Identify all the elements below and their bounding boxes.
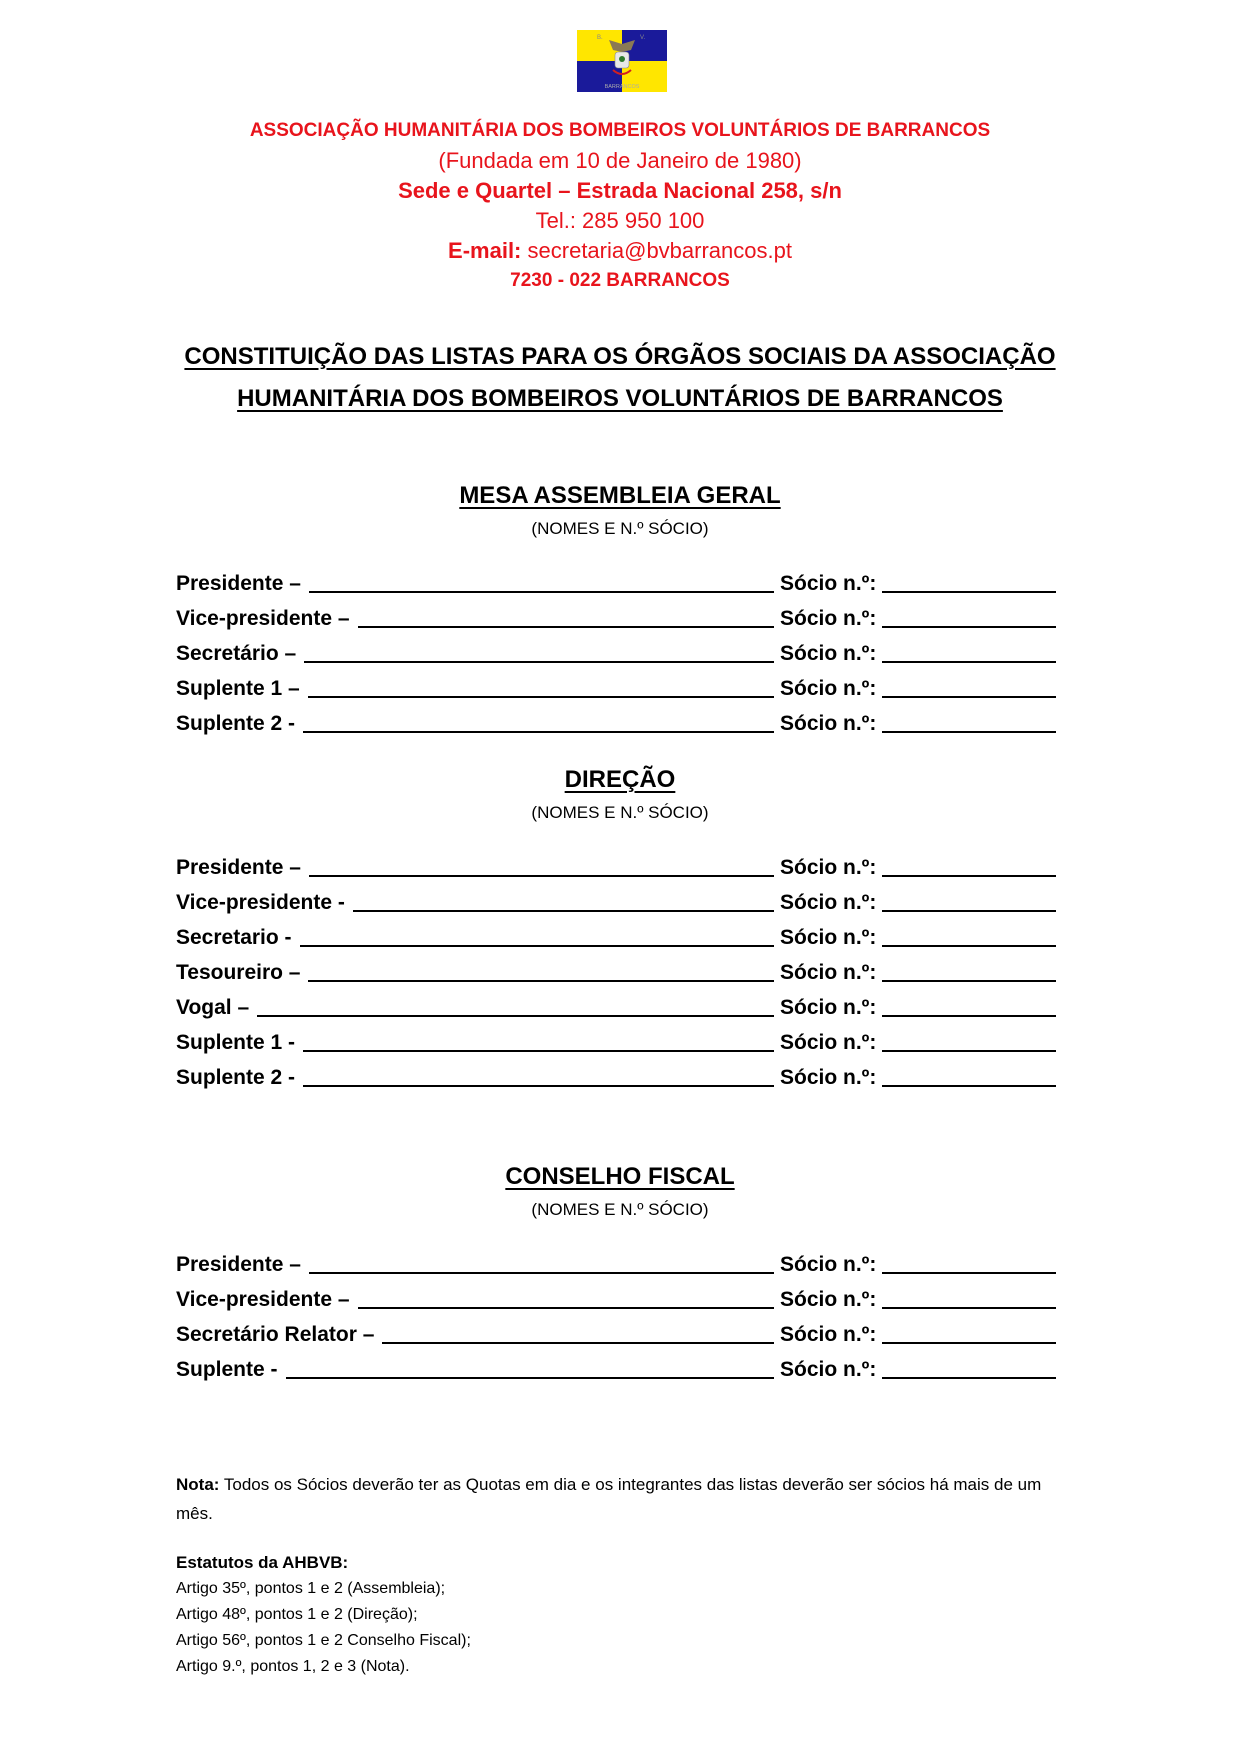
association-flag-logo — [577, 30, 667, 92]
section-title-mesa-assembleia: MESA ASSEMBLEIA GERAL — [459, 482, 781, 509]
socio-number-field[interactable] — [882, 731, 1056, 733]
socio-number-label: Sócio n.º: — [780, 642, 877, 665]
socio-number-field[interactable] — [882, 1342, 1056, 1344]
statute-item: Artigo 9.º, pontos 1, 2 e 3 (Nota). — [176, 1658, 410, 1675]
letterhead — [0, 116, 1240, 296]
name-field[interactable] — [309, 1272, 774, 1274]
member-row — [176, 1352, 1056, 1387]
socio-number-label: Sócio n.º: — [780, 572, 877, 595]
direcao-rows — [176, 850, 1056, 1095]
role-label: Vogal – — [176, 996, 250, 1019]
socio-number-field[interactable] — [882, 1015, 1056, 1017]
socio-number-label: Sócio n.º: — [780, 607, 877, 630]
section-title-conselho-fiscal: CONSELHO FISCAL — [505, 1163, 735, 1190]
role-label: Secretario - — [176, 926, 292, 949]
role-label: Suplente - — [176, 1358, 278, 1381]
flag-caption: BARRANCOS — [604, 84, 640, 90]
note — [176, 1470, 1066, 1528]
socio-number-label: Sócio n.º: — [780, 856, 877, 879]
email-label: E-mail: — [448, 238, 522, 263]
role-label: Presidente – — [176, 856, 301, 879]
name-field[interactable] — [309, 875, 774, 877]
statute-item: Artigo 35º, pontos 1 e 2 (Assembleia); — [176, 1580, 446, 1597]
role-label: Secretário Relator – — [176, 1323, 375, 1346]
conselho-fiscal-rows — [176, 1247, 1056, 1387]
role-label: Presidente – — [176, 572, 301, 595]
title-line-1: CONSTITUIÇÃO DAS LISTAS PARA OS ÓRGÃOS SOCIAIS DA ASSOCIAÇÃO — [184, 343, 1056, 370]
role-label: Suplente 2 - — [176, 1066, 296, 1089]
role-label: Suplente 1 – — [176, 677, 300, 700]
socio-number-field[interactable] — [882, 591, 1056, 593]
socio-number-label: Sócio n.º: — [780, 1323, 877, 1346]
member-row — [176, 1247, 1056, 1282]
member-row — [176, 671, 1056, 706]
member-row — [176, 885, 1056, 920]
note-text: Todos os Sócios deverão ter as Quotas em dia e os integrantes das listas deverão ser sócios há mais de um mês. — [176, 1475, 1042, 1523]
title-line-2: HUMANITÁRIA DOS BOMBEIROS VOLUNTÁRIOS DE BARRANCOS — [237, 385, 1003, 412]
socio-number-label: Sócio n.º: — [780, 926, 877, 949]
socio-number-field[interactable] — [882, 945, 1056, 947]
role-label: Vice-presidente - — [176, 891, 345, 914]
role-label: Secretário – — [176, 642, 297, 665]
name-field[interactable] — [286, 1377, 774, 1379]
member-row — [176, 920, 1056, 955]
socio-number-label: Sócio n.º: — [780, 1288, 877, 1311]
role-label: Vice-presidente – — [176, 1288, 350, 1311]
socio-number-field[interactable] — [882, 1050, 1056, 1052]
name-field[interactable] — [353, 910, 774, 912]
email-link[interactable]: secretaria@bvbarrancos.pt — [527, 238, 792, 263]
member-row — [176, 1282, 1056, 1317]
socio-number-field[interactable] — [882, 875, 1056, 877]
socio-number-label: Sócio n.º: — [780, 961, 877, 984]
member-row — [176, 955, 1056, 990]
socio-number-field[interactable] — [882, 661, 1056, 663]
socio-number-label: Sócio n.º: — [780, 1031, 877, 1054]
statute-item: Artigo 56º, pontos 1 e 2 Conselho Fiscal); — [176, 1632, 471, 1649]
note-label: Nota: — [176, 1475, 220, 1494]
founded-date: (Fundada em 10 de Janeiro de 1980) — [438, 148, 802, 173]
name-field[interactable] — [358, 626, 774, 628]
name-field[interactable] — [308, 980, 774, 982]
socio-number-field[interactable] — [882, 1272, 1056, 1274]
email-line — [0, 236, 1240, 266]
member-row — [176, 990, 1056, 1025]
socio-number-label: Sócio n.º: — [780, 1358, 877, 1381]
name-field[interactable] — [358, 1307, 774, 1309]
socio-number-field[interactable] — [882, 1377, 1056, 1379]
name-field[interactable] — [257, 1015, 774, 1017]
socio-number-field[interactable] — [882, 980, 1056, 982]
mesa-assembleia-rows — [176, 566, 1056, 741]
postal-code: 7230 - 022 BARRANCOS — [510, 270, 730, 291]
section-subtitle: (NOMES E N.º SÓCIO) — [531, 803, 709, 822]
name-field[interactable] — [308, 696, 774, 698]
member-row — [176, 636, 1056, 671]
role-label: Presidente – — [176, 1253, 301, 1276]
member-row — [176, 1317, 1056, 1352]
role-label: Suplente 1 - — [176, 1031, 296, 1054]
socio-number-field[interactable] — [882, 626, 1056, 628]
member-row — [176, 850, 1056, 885]
role-label: Vice-presidente – — [176, 607, 350, 630]
name-field[interactable] — [304, 661, 774, 663]
section-title-direcao: DIREÇÃO — [564, 766, 676, 793]
role-label: Suplente 2 - — [176, 712, 296, 735]
socio-number-field[interactable] — [882, 910, 1056, 912]
phone: Tel.: 285 950 100 — [535, 208, 705, 233]
address: Sede e Quartel – Estrada Nacional 258, s/n — [398, 178, 842, 203]
name-field[interactable] — [300, 945, 774, 947]
member-row — [176, 566, 1056, 601]
name-field[interactable] — [309, 591, 774, 593]
socio-number-label: Sócio n.º: — [780, 996, 877, 1019]
statute-item: Artigo 48º, pontos 1 e 2 (Direção); — [176, 1606, 418, 1623]
role-label: Tesoureiro – — [176, 961, 301, 984]
section-subtitle: (NOMES E N.º SÓCIO) — [531, 519, 709, 538]
socio-number-field[interactable] — [882, 1307, 1056, 1309]
socio-number-label: Sócio n.º: — [780, 677, 877, 700]
statutes — [176, 1550, 471, 1680]
section-subtitle: (NOMES E N.º SÓCIO) — [531, 1200, 709, 1219]
name-field[interactable] — [303, 731, 774, 733]
name-field[interactable] — [303, 1085, 774, 1087]
socio-number-field[interactable] — [882, 696, 1056, 698]
document-title — [0, 336, 1240, 420]
socio-number-label: Sócio n.º: — [780, 1066, 877, 1089]
member-row — [176, 706, 1056, 741]
socio-number-label: Sócio n.º: — [780, 1253, 877, 1276]
flag-letter-b: B. — [597, 35, 603, 41]
statutes-title: Estatutos da AHBVB: — [176, 1553, 349, 1572]
flag-letter-v: V. — [640, 35, 646, 41]
org-name: ASSOCIAÇÃO HUMANITÁRIA DOS BOMBEIROS VOLUNTÁRIOS DE BARRANCOS — [249, 120, 991, 141]
member-row — [176, 1025, 1056, 1060]
name-field[interactable] — [382, 1342, 774, 1344]
socio-number-label: Sócio n.º: — [780, 712, 877, 735]
socio-number-label: Sócio n.º: — [780, 891, 877, 914]
name-field[interactable] — [303, 1050, 774, 1052]
member-row — [176, 1060, 1056, 1095]
socio-number-field[interactable] — [882, 1085, 1056, 1087]
member-row — [176, 601, 1056, 636]
